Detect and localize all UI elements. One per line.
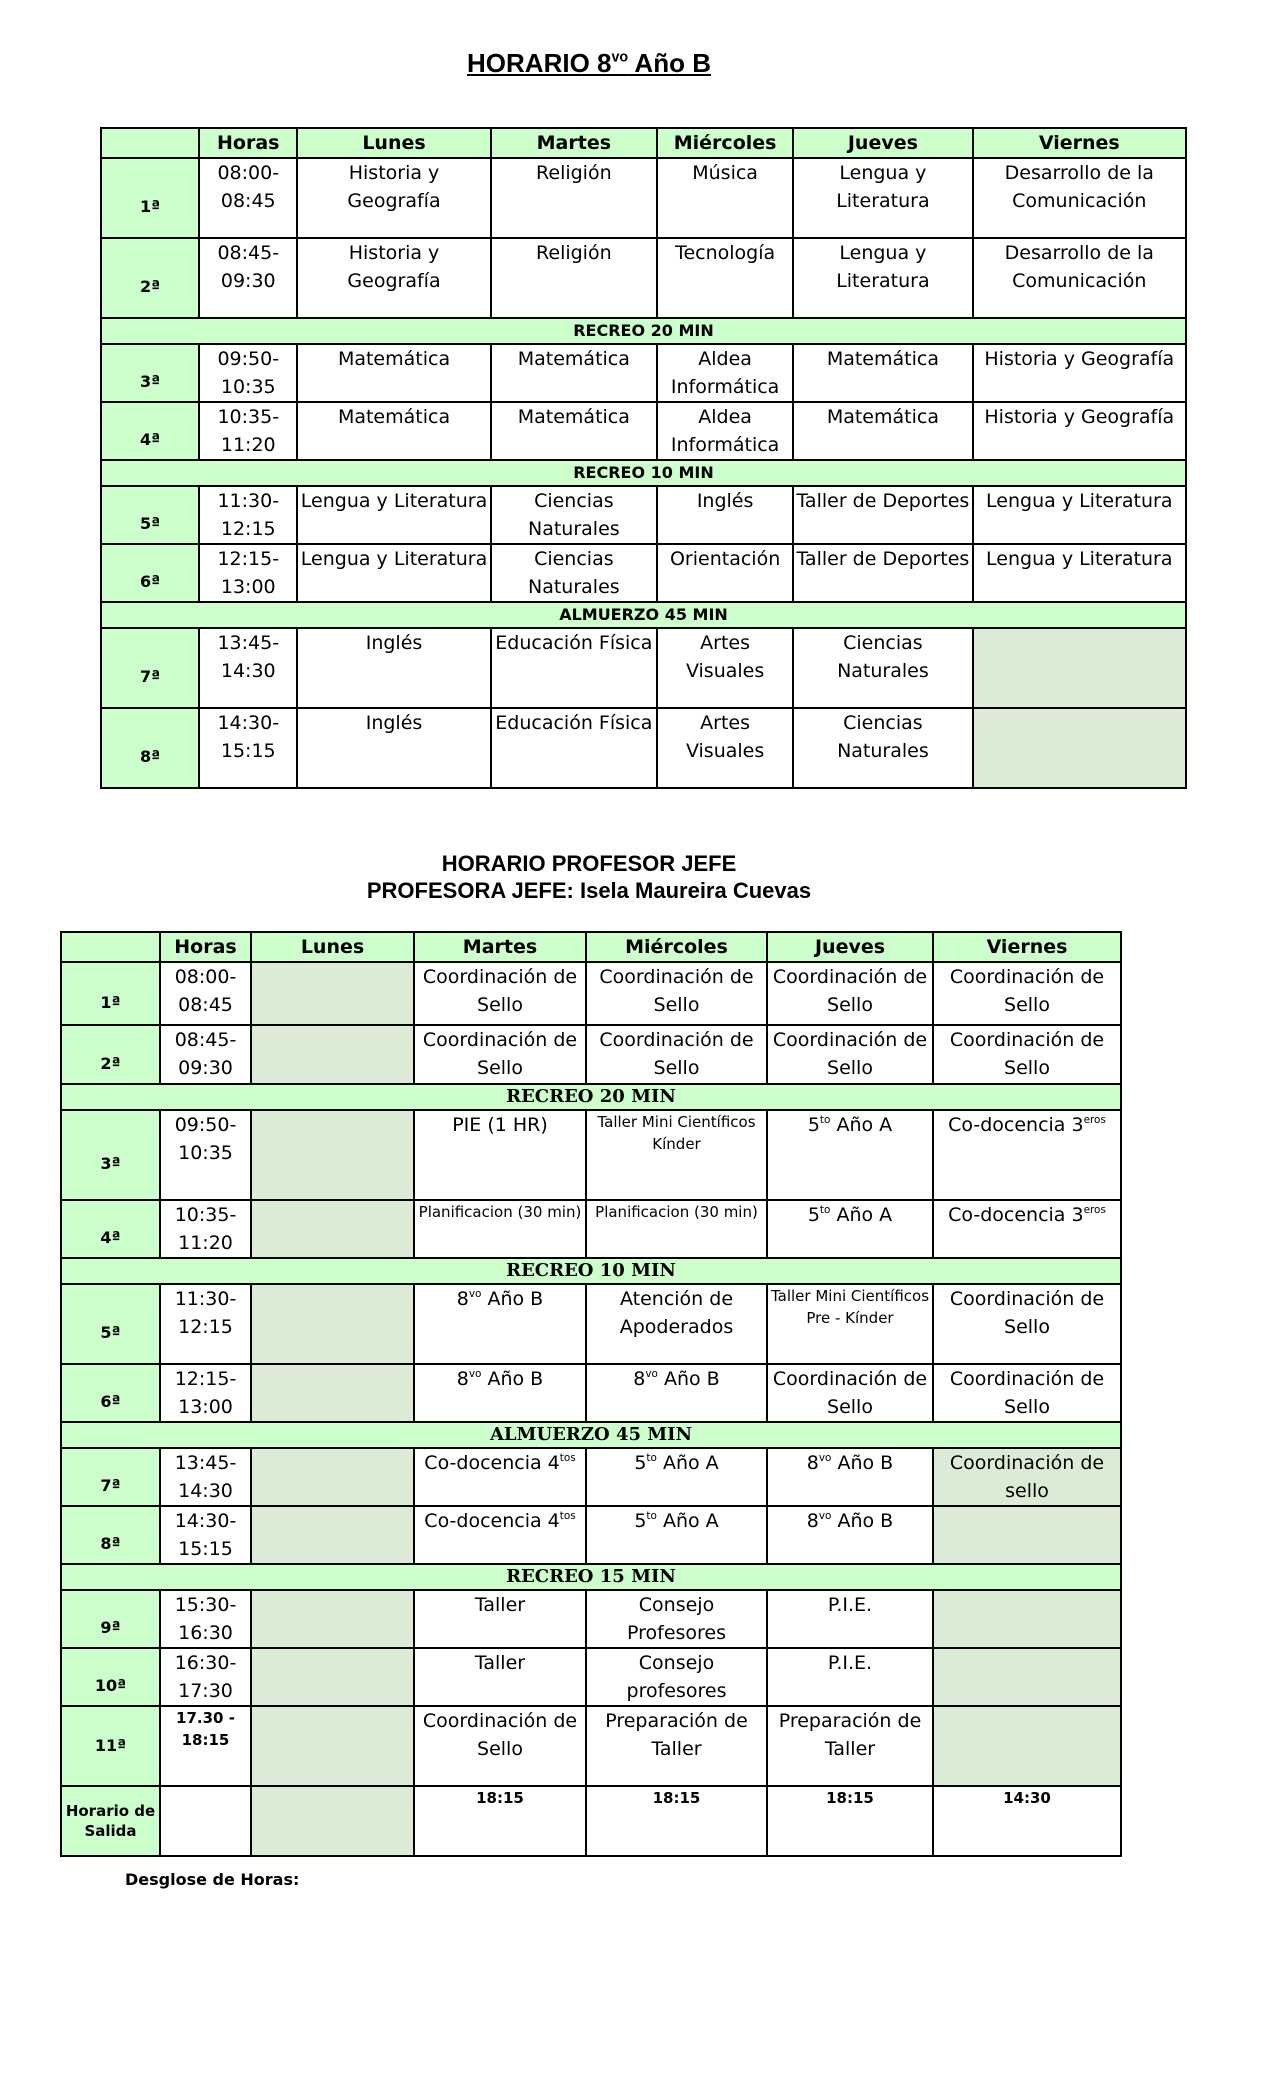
activity-cell: $5^{to}$ Año A [767, 1110, 933, 1200]
table-row [101, 344, 1186, 402]
time-cell: 11:30-12:15 [160, 1284, 251, 1364]
table-row [101, 158, 1186, 238]
header-cell [61, 932, 160, 962]
teacher-schedule-title [0, 850, 1178, 904]
table-row [61, 1648, 1121, 1706]
break-label: RECREO 10 MIN [101, 460, 1186, 486]
activity-cell: Coordinación de Sello [414, 1025, 586, 1084]
period-number: 3ª [101, 344, 199, 402]
empty-cell [251, 962, 414, 1025]
activity-cell: Coordinación de Sello [414, 1706, 586, 1786]
break-row [61, 1564, 1121, 1590]
subject-cell: Ciencias Naturales [793, 708, 972, 788]
activity-cell: P.I.E. [767, 1648, 933, 1706]
activity-cell: Coordinación de Sello [414, 962, 586, 1025]
break-row [61, 1422, 1121, 1448]
header-cell: Jueves [793, 128, 972, 158]
activity-cell: Consejo profesores [586, 1648, 767, 1706]
activity-cell: Coordinación de Sello [586, 1025, 767, 1084]
table-row [61, 962, 1121, 1025]
period-number: 8ª [101, 708, 199, 788]
activity-cell: Coordinación de Sello [933, 1025, 1121, 1084]
activity-cell: Taller [414, 1590, 586, 1648]
table-row [101, 238, 1186, 318]
exit-time-row [61, 1786, 1121, 1856]
empty-cell [251, 1364, 414, 1422]
activity-cell: Co-docencia $4^{tos}$ [414, 1448, 586, 1506]
schedule-title: HORARIO $8^{vo}$ Año B [467, 48, 711, 78]
time-cell: 09:50-10:35 [199, 344, 297, 402]
activity-cell: Coordinación de Sello [933, 1284, 1121, 1364]
subject-cell: Aldea Informática [657, 402, 793, 460]
period-number: 6ª [101, 544, 199, 602]
class-schedule-table [100, 127, 1187, 789]
time-cell: 17.30 - 18:15 [160, 1706, 251, 1786]
empty-cell [973, 628, 1186, 708]
activity-cell: Taller Mini Científicos Pre - Kínder [767, 1284, 933, 1364]
activity-cell: Coordinación de Sello [933, 962, 1121, 1025]
empty-cell [251, 1590, 414, 1648]
subject-cell: Inglés [297, 628, 490, 708]
subject-cell: Lengua y Literatura [973, 544, 1186, 602]
activity-cell: $8^{vo}$ Año B [767, 1506, 933, 1564]
subject-cell: Educación Física [491, 628, 657, 708]
period-number: 10ª [61, 1648, 160, 1706]
time-cell: 08:45-09:30 [160, 1025, 251, 1084]
period-number: 4ª [61, 1200, 160, 1258]
activity-cell: Coordinación de Sello [767, 1025, 933, 1084]
activity-cell: Coordinación de Sello [586, 962, 767, 1025]
subject-cell: Matemática [793, 344, 972, 402]
time-cell: 15:30-16:30 [160, 1590, 251, 1648]
subject-cell: Matemática [297, 402, 490, 460]
break-row [101, 318, 1186, 344]
time-cell: 13:45-14:30 [199, 628, 297, 708]
break-label: RECREO 20 MIN [101, 318, 1186, 344]
activity-cell: Planificacion (30 min) [414, 1200, 586, 1258]
table-row [61, 1706, 1121, 1786]
activity-cell: Coordinación de Sello [767, 962, 933, 1025]
table-row [101, 486, 1186, 544]
table-row [61, 1200, 1121, 1258]
subject-cell: Matemática [297, 344, 490, 402]
time-cell: 14:30-15:15 [160, 1506, 251, 1564]
activity-cell: PIE (1 HR) [414, 1110, 586, 1200]
table-row [61, 1448, 1121, 1506]
activity-cell: Taller Mini Científicos Kínder [586, 1110, 767, 1200]
subject-cell: Matemática [491, 402, 657, 460]
time-cell: 11:30-12:15 [199, 486, 297, 544]
break-row [61, 1258, 1121, 1284]
table-row [61, 1110, 1121, 1200]
hours-breakdown-label: Desglose de Horas: [125, 1870, 300, 1889]
subject-cell: Tecnología [657, 238, 793, 318]
table-row [101, 628, 1186, 708]
empty-cell [251, 1648, 414, 1706]
subject-cell: Historia y Geografía [973, 344, 1186, 402]
table-row [61, 1590, 1121, 1648]
subject-cell: Artes Visuales [657, 628, 793, 708]
break-label: ALMUERZO 45 MIN [101, 602, 1186, 628]
activity-cell: Coordinación de sello [933, 1448, 1121, 1506]
subject-cell: Ciencias Naturales [491, 544, 657, 602]
empty-cell [251, 1284, 414, 1364]
time-cell: 08:00-08:45 [160, 962, 251, 1025]
activity-cell: Co-docencia $4^{tos}$ [414, 1506, 586, 1564]
header-cell [101, 128, 199, 158]
period-number: 2ª [101, 238, 199, 318]
period-number: 3ª [61, 1110, 160, 1200]
empty-cell [933, 1648, 1121, 1706]
activity-cell: $8^{vo}$ Año B [414, 1364, 586, 1422]
period-number: 8ª [61, 1506, 160, 1564]
subject-cell: Lengua y Literatura [297, 486, 490, 544]
header-cell: Miércoles [586, 932, 767, 962]
period-number: 1ª [101, 158, 199, 238]
time-cell: 16:30-17:30 [160, 1648, 251, 1706]
period-number: 9ª [61, 1590, 160, 1648]
subject-cell: Historia y Geografía [973, 402, 1186, 460]
time-cell: 12:15-13:00 [160, 1364, 251, 1422]
empty-cell [933, 1506, 1121, 1564]
table-row [61, 1364, 1121, 1422]
break-row [101, 460, 1186, 486]
subject-cell: Ciencias Naturales [491, 486, 657, 544]
empty-cell [933, 1706, 1121, 1786]
subject-cell: Religión [491, 158, 657, 238]
exit-time-cell: 18:15 [767, 1786, 933, 1856]
subject-cell: Artes Visuales [657, 708, 793, 788]
exit-time-label: Horario de Salida [61, 1786, 160, 1856]
activity-cell: Preparación de Taller [767, 1706, 933, 1786]
subject-cell: Desarrollo de la Comunicación [973, 238, 1186, 318]
activity-cell: Taller [414, 1648, 586, 1706]
time-cell: 12:15-13:00 [199, 544, 297, 602]
table-row [101, 402, 1186, 460]
time-cell: 10:35-11:20 [160, 1200, 251, 1258]
break-label: ALMUERZO 45 MIN [61, 1422, 1121, 1448]
teacher-name-line: PROFESORA JEFE: Isela Maureira Cuevas [366, 878, 812, 903]
subject-cell: Lengua y Literatura [793, 238, 972, 318]
period-number: 5ª [101, 486, 199, 544]
activity-cell: $8^{vo}$ Año B [767, 1448, 933, 1506]
time-cell: 13:45-14:30 [160, 1448, 251, 1506]
empty-cell [251, 1448, 414, 1506]
table-row [61, 1506, 1121, 1564]
empty-cell [251, 1025, 414, 1084]
subject-cell: Taller de Deportes [793, 486, 972, 544]
subject-cell: Aldea Informática [657, 344, 793, 402]
activity-cell: Planificacion (30 min) [586, 1200, 767, 1258]
exit-time-cell: 14:30 [933, 1786, 1121, 1856]
period-number: 4ª [101, 402, 199, 460]
period-number: 7ª [101, 628, 199, 708]
subject-cell: Historia y Geografía [297, 158, 490, 238]
break-row [101, 602, 1186, 628]
subject-cell: Lengua y Literatura [973, 486, 1186, 544]
header-cell: Lunes [297, 128, 490, 158]
table-row [61, 1284, 1121, 1364]
activity-cell: $8^{vo}$ Año B [586, 1364, 767, 1422]
title-line: HORARIO PROFESOR JEFE [441, 851, 737, 876]
period-number: 6ª [61, 1364, 160, 1422]
subject-cell: Historia y Geografía [297, 238, 490, 318]
time-cell: 14:30-15:15 [199, 708, 297, 788]
header-cell: Viernes [933, 932, 1121, 962]
header-cell: Lunes [251, 932, 414, 962]
empty-cell [251, 1706, 414, 1786]
table-row [61, 1025, 1121, 1084]
activity-cell: Co-docencia $3^{eros}$ [933, 1110, 1121, 1200]
break-label: RECREO 15 MIN [61, 1564, 1121, 1590]
time-cell: 10:35-11:20 [199, 402, 297, 460]
subject-cell: Matemática [491, 344, 657, 402]
activity-cell: $5^{to}$ Año A [586, 1506, 767, 1564]
header-cell: Miércoles [657, 128, 793, 158]
teacher-schedule-table [60, 931, 1122, 1857]
time-cell: 09:50-10:35 [160, 1110, 251, 1200]
activity-cell: Atención de Apoderados [586, 1284, 767, 1364]
activity-cell: Coordinación de Sello [767, 1364, 933, 1422]
subject-cell: Ciencias Naturales [793, 628, 972, 708]
subject-cell: Lengua y Literatura [297, 544, 490, 602]
header-cell: Martes [414, 932, 586, 962]
empty-cell [251, 1786, 414, 1856]
header-row [61, 932, 1121, 962]
exit-time-cell: 18:15 [414, 1786, 586, 1856]
subject-cell: Lengua y Literatura [793, 158, 972, 238]
header-cell: Horas [199, 128, 297, 158]
header-cell: Horas [160, 932, 251, 962]
period-number: 5ª [61, 1284, 160, 1364]
empty-cell [251, 1506, 414, 1564]
time-cell: 08:45-09:30 [199, 238, 297, 318]
subject-cell: Educación Física [491, 708, 657, 788]
activity-cell: Consejo Profesores [586, 1590, 767, 1648]
subject-cell: Música [657, 158, 793, 238]
subject-cell: Orientación [657, 544, 793, 602]
activity-cell: $8^{vo}$ Año B [414, 1284, 586, 1364]
subject-cell: Inglés [297, 708, 490, 788]
break-row [61, 1084, 1121, 1110]
period-number: 2ª [61, 1025, 160, 1084]
break-label: RECREO 10 MIN [61, 1258, 1121, 1284]
empty-cell [933, 1590, 1121, 1648]
empty-cell [251, 1200, 414, 1258]
activity-cell: Co-docencia $3^{eros}$ [933, 1200, 1121, 1258]
activity-cell: $5^{to}$ Año A [767, 1200, 933, 1258]
subject-cell: Religión [491, 238, 657, 318]
period-number: 7ª [61, 1448, 160, 1506]
empty-cell [973, 708, 1186, 788]
header-row [101, 128, 1186, 158]
activity-cell: P.I.E. [767, 1590, 933, 1648]
table-row [101, 708, 1186, 788]
time-cell: 08:00-08:45 [199, 158, 297, 238]
activity-cell: Preparación de Taller [586, 1706, 767, 1786]
header-cell: Jueves [767, 932, 933, 962]
period-number: 1ª [61, 962, 160, 1025]
empty-cell [160, 1786, 251, 1856]
empty-cell [251, 1110, 414, 1200]
subject-cell: Desarrollo de la Comunicación [973, 158, 1186, 238]
period-number: 11ª [61, 1706, 160, 1786]
subject-cell: Matemática [793, 402, 972, 460]
activity-cell: $5^{to}$ Año A [586, 1448, 767, 1506]
header-cell: Viernes [973, 128, 1186, 158]
subject-cell: Inglés [657, 486, 793, 544]
table-row [101, 544, 1186, 602]
activity-cell: Coordinación de Sello [933, 1364, 1121, 1422]
subject-cell: Taller de Deportes [793, 544, 972, 602]
exit-time-cell: 18:15 [586, 1786, 767, 1856]
break-label: RECREO 20 MIN [61, 1084, 1121, 1110]
header-cell: Martes [491, 128, 657, 158]
